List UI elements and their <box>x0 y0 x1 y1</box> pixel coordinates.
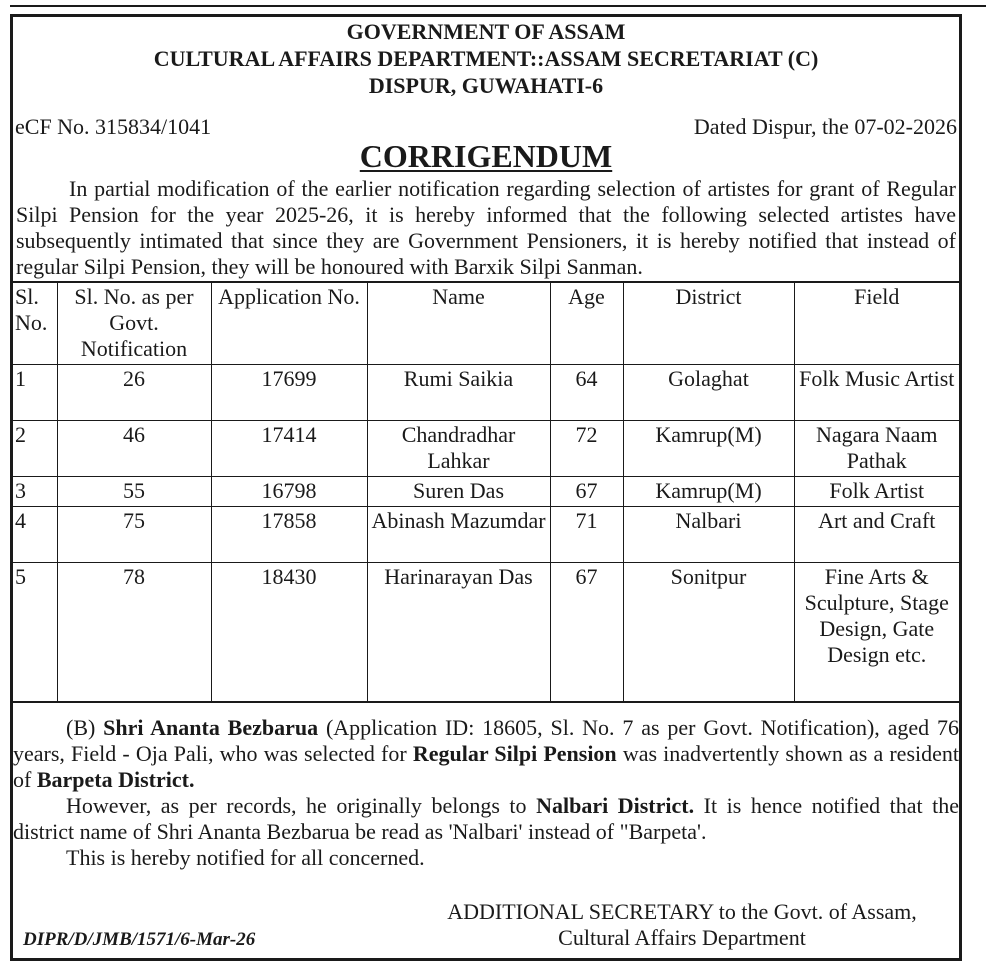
wrong-district: Barpeta District. <box>36 767 195 792</box>
cell-application: 17414 <box>211 420 367 476</box>
cell-age: 64 <box>550 364 623 420</box>
cell-name: Abinash Mazumdar <box>367 506 550 562</box>
corrigendum-notice <box>10 14 962 961</box>
cell-age: 71 <box>550 506 623 562</box>
header-government: GOVERNMENT OF ASSAM <box>346 19 626 44</box>
cell-name: Suren Das <box>367 476 550 506</box>
dipr-code: DIPR/D/JMB/1571/6-Mar-26 <box>23 929 256 950</box>
col-header-field: Field <box>794 282 959 364</box>
table-row <box>13 562 959 702</box>
col-header-application: Application No. <box>211 282 367 364</box>
cell-name: Chandradhar Lahkar <box>367 420 550 476</box>
col-header-sl-govt: Sl. No. as per Govt. Notification <box>57 282 211 364</box>
signature-designation: ADDITIONAL SECRETARY to the Govt. of Assam, <box>447 899 917 924</box>
closing-paragraph: This is hereby notified for all concerned. <box>66 845 425 870</box>
ecf-number: eCF No. 315834/1041 <box>15 114 212 139</box>
col-header-age: Age <box>550 282 623 364</box>
cell-name: Harinarayan Das <box>367 562 550 702</box>
cell-sl: 4 <box>13 506 57 562</box>
cell-district: Golaghat <box>623 364 794 420</box>
intro-paragraph: In partial modification of the earlier notification regarding selection of artistes for grant of Regular Silpi Pension for the year 2025-26, it is hereby informed that the following selected artistes have subsequently intimated that since they are Government Pensioners, it is hereby notified that instead of regular Silpi Pension, they will be honoured with Barxik Silpi Sanman. <box>16 176 956 279</box>
cell-sl-govt: 46 <box>57 420 211 476</box>
table-row <box>13 506 959 562</box>
scheme-name: Regular Silpi Pension <box>412 741 617 766</box>
cell-field: Folk Music Artist <box>794 364 959 420</box>
correct-district: Nalbari District. <box>536 793 695 818</box>
cell-field: Fine Arts & Sculpture, Stage Design, Gate Design etc. <box>794 562 959 702</box>
cell-age: 67 <box>550 562 623 702</box>
page-title: CORRIGENDUM <box>359 138 613 174</box>
cell-field: Nagara Naam Pathak <box>794 420 959 476</box>
cell-sl: 2 <box>13 420 57 476</box>
cell-sl: 1 <box>13 364 57 420</box>
table-row <box>13 364 959 420</box>
cell-sl: 5 <box>13 562 57 702</box>
cell-district: Nalbari <box>623 506 794 562</box>
cell-application: 18430 <box>211 562 367 702</box>
cell-age: 72 <box>550 420 623 476</box>
cell-application: 17858 <box>211 506 367 562</box>
cell-district: Sonitpur <box>623 562 794 702</box>
person-name: Shri Ananta Bezbarua <box>103 715 319 740</box>
cell-field: Art and Craft <box>794 506 959 562</box>
table-row <box>13 476 959 506</box>
dated-line: Dated Dispur, the 07-02-2026 <box>693 114 957 139</box>
cell-application: 17699 <box>211 364 367 420</box>
cell-application: 16798 <box>211 476 367 506</box>
top-rule <box>10 5 986 7</box>
signature-department: Cultural Affairs Department <box>558 925 806 950</box>
col-header-name: Name <box>367 282 550 364</box>
correction-paragraph: However, as per records, he originally belongs to Nalbari District. It is hence notified that the district name of Shri Ananta Bezbarua be read as 'Nalbari' instead of "Barpeta'. <box>13 793 960 844</box>
table-header-row <box>13 282 959 364</box>
table-row <box>13 420 959 476</box>
header-department: CULTURAL AFFAIRS DEPARTMENT::ASSAM SECRETARIAT (C) <box>153 46 819 71</box>
col-header-district: District <box>623 282 794 364</box>
cell-sl: 3 <box>13 476 57 506</box>
section-b-paragraph: (B) Shri Ananta Bezbarua (Application ID: 18605, Sl. No. 7 as per Govt. Notification), aged 76 years, Field - Oja Pali, who was selected for Regular Silpi Pension was inadvertently shown as a resident of Barpeta District. <box>13 715 959 792</box>
header-address: DISPUR, GUWAHATI-6 <box>368 73 604 98</box>
cell-age: 67 <box>550 476 623 506</box>
cell-sl-govt: 55 <box>57 476 211 506</box>
cell-name: Rumi Saikia <box>367 364 550 420</box>
cell-sl-govt: 78 <box>57 562 211 702</box>
artistes-table <box>13 281 959 703</box>
cell-field: Folk Artist <box>794 476 959 506</box>
cell-district: Kamrup(M) <box>623 420 794 476</box>
cell-sl-govt: 75 <box>57 506 211 562</box>
cell-sl-govt: 26 <box>57 364 211 420</box>
cell-district: Kamrup(M) <box>623 476 794 506</box>
col-header-sl: Sl. No. <box>13 282 57 364</box>
